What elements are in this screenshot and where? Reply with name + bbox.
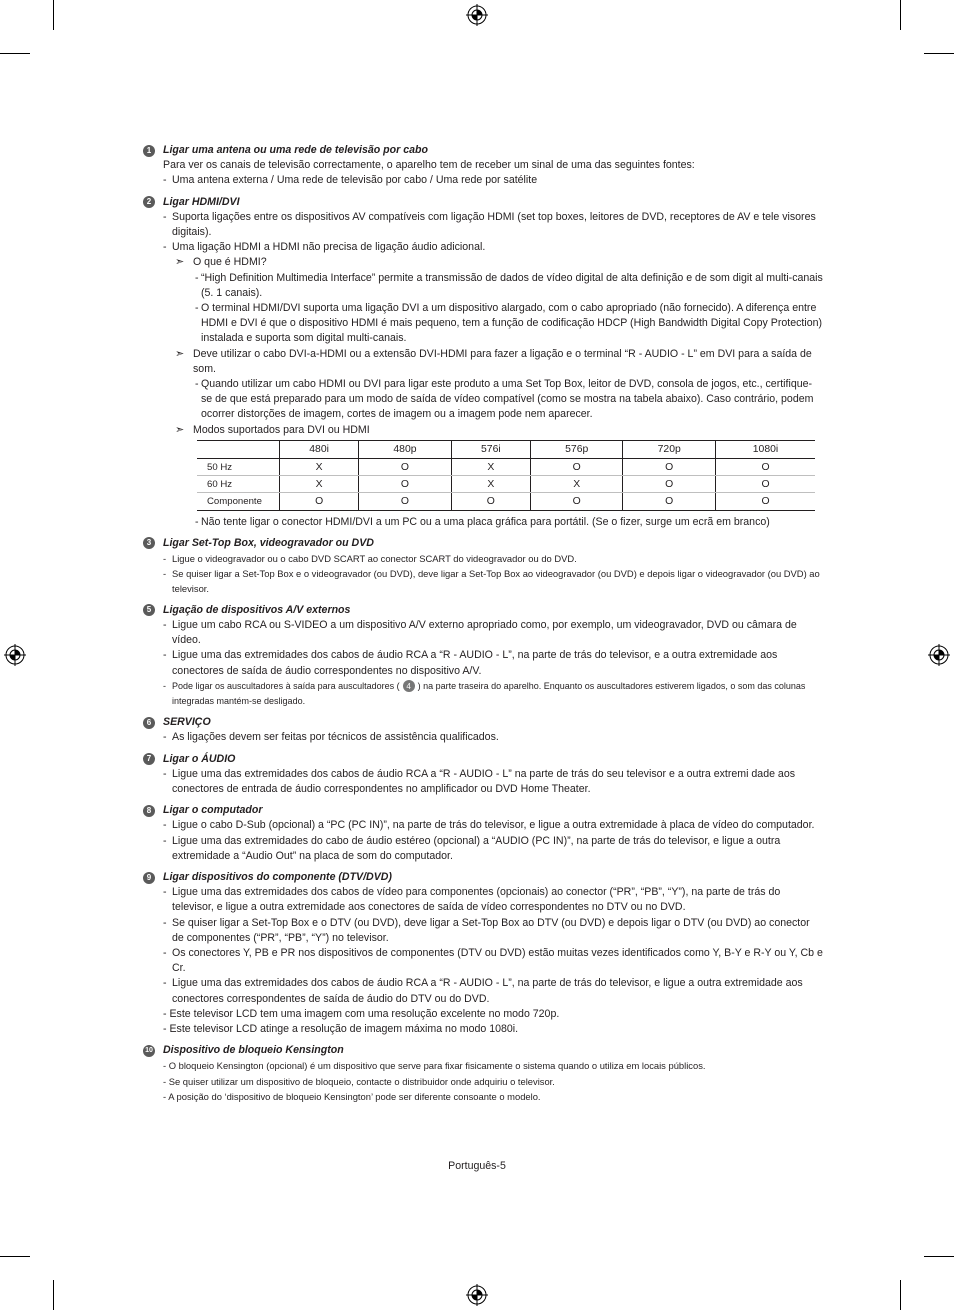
section-number: 1 bbox=[143, 145, 155, 157]
flat-bullet: - O bloqueio Kensington (opcional) é um dispositivo que serve para fixar fisicamente o sistema quando o utiliza em locais públicos. bbox=[163, 1060, 706, 1072]
section-computer bbox=[143, 803, 823, 864]
section-title: Ligação de dispositivos A/V externos bbox=[163, 603, 351, 616]
registration-mark-right-icon bbox=[928, 644, 950, 666]
table-cell: O bbox=[715, 493, 815, 510]
bullet: - Ligue uma das extremidades dos cabos de áudio RCA a “R - AUDIO - L” na parte de trás do seu televisor e a outra extremi dade aos conectores de entrada de áudio correspondentes no amplificador ou DVD Home Theater. bbox=[163, 767, 796, 795]
registration-mark-bottom-icon bbox=[466, 1284, 488, 1306]
sub-bullet: - “High Definition Multimedia Interface” permite a transmissão de dados de vídeo digital de alta definição e de som digit al multi-canais (5. 1 canais). bbox=[195, 271, 823, 299]
table-cell: X bbox=[451, 459, 530, 476]
table-header-cell: 720p bbox=[623, 440, 716, 458]
table-cell: O bbox=[451, 493, 530, 510]
bullet: - Suporta ligações entre os dispositivos AV compatíveis com ligação HDMI (set top boxes, leitores de DVD, receptores de AV e tele visores digitais). bbox=[163, 210, 816, 239]
table-cell: O bbox=[359, 459, 452, 476]
table-cell: O bbox=[359, 493, 452, 510]
bullet: - Ligue uma das extremidades dos cabos de vídeo para componentes (opcionais) ao conector (“PR”, “PB”, “Y”), na parte de trás do televisor, e ligue a outra extremidade aos conectores de saída de vídeo correspondentes no DTV ou no DVD. bbox=[163, 886, 781, 914]
table-header-cell: 480p bbox=[359, 440, 452, 458]
registration-mark-top-icon bbox=[466, 4, 488, 26]
section-title: Ligar Set-Top Box, videogravador ou DVD bbox=[163, 536, 374, 549]
note: ➣ Modos suportados para DVI ou HDMI bbox=[163, 423, 823, 438]
table-header-cell: 480i bbox=[280, 440, 359, 458]
table-header-cell: 576p bbox=[530, 440, 623, 458]
table-header-cell bbox=[197, 440, 280, 458]
section-title: Ligar o ÁUDIO bbox=[163, 752, 236, 765]
table-cell: O bbox=[280, 493, 359, 510]
section-title: SERVIÇO bbox=[163, 716, 211, 729]
table-cell: Componente bbox=[197, 493, 280, 510]
bullet: - Ligue uma das extremidades dos cabos de áudio RCA a “R - AUDIO - L”, na parte de trás do televisor, e ligue a outra extremidade aos conectores correspondentes de saída de áudio do DTV ou do DVD. bbox=[163, 977, 803, 1005]
table-header-row bbox=[197, 440, 815, 458]
table-cell: O bbox=[530, 459, 623, 476]
crop-mark-bl-v bbox=[53, 1280, 54, 1310]
table-cell: O bbox=[623, 459, 716, 476]
section-number: 5 bbox=[143, 604, 155, 616]
note-arrow-icon: ➣ bbox=[175, 256, 185, 269]
sub-bullet: - Não tente ligar o conector HDMI/DVI a um PC ou a uma placa gráfica para portátil. (Se o fizer, surge um ecrã em branco) bbox=[195, 515, 770, 528]
bullet: - Pode ligar os auscultadores à saída para auscultadores ( 4 ) na parte traseira do aparelho. Enquanto os auscultadores estiverem ligados, o som das colunas integradas mantém-se desligado. bbox=[163, 680, 806, 706]
table-row bbox=[197, 476, 815, 493]
section-antenna bbox=[143, 143, 823, 189]
bullet: - As ligações devem ser feitas por técnicos de assistência qualificados. bbox=[163, 731, 499, 744]
sub-bullet: - O terminal HDMI/DVI suporta uma ligação DVI a um dispositivo alargado, com o cabo apropriado (não fornecido). A diferença entre HDMI e DVI é que o dispositivo HDMI é mais pequeno, tem a função de codificação HDCP (High Bandwidth Digital Copy Protection) instalada e suporta som digital multi-canais. bbox=[195, 302, 823, 345]
table-header-cell: 576i bbox=[451, 440, 530, 458]
note: ➣ O que é HDMI? bbox=[163, 255, 823, 270]
section-number: 9 bbox=[143, 872, 155, 884]
section-service bbox=[143, 715, 823, 745]
section-kensington bbox=[143, 1043, 823, 1104]
bullet: - Ligue um cabo RCA ou S-VIDEO a um dispositivo A/V externo apropriado como, por exemplo, um videogravador, DVD ou câmara de vídeo. bbox=[163, 618, 797, 647]
bullet: - Uma ligação HDMI a HDMI não precisa de ligação áudio adicional. bbox=[163, 241, 486, 254]
section-title: Dispositivo de bloqueio Kensington bbox=[163, 1044, 344, 1057]
bullet: - Ligue uma das extremidades dos cabos de áudio RCA a “R - AUDIO - L”, na parte de trás do televisor, e a outra extremidade aos conectores de saída de áudio correspondentes no dispositivo A/V. bbox=[163, 649, 778, 677]
section-audio bbox=[143, 752, 823, 798]
bullet: - Se quiser ligar a Set-Top Box e o videogravador (ou DVD), deve ligar a Set-Top Box ao videogravador (ou DVD) e depois ligar o videogravador (ou DVD) ao televisor. bbox=[163, 568, 820, 595]
section-settopbox bbox=[143, 536, 823, 597]
table-cell: X bbox=[451, 476, 530, 493]
table-cell: O bbox=[623, 476, 716, 493]
crop-mark-bl-h bbox=[0, 1256, 30, 1257]
bullet: - Ligue o videogravador ou o cabo DVD SCART ao conector SCART do videogravador ou do DVD. bbox=[163, 553, 577, 565]
table-cell: O bbox=[715, 476, 815, 493]
crop-mark-br-v bbox=[900, 1280, 901, 1310]
supported-modes-table bbox=[197, 440, 815, 511]
flat-bullet: - Este televisor LCD atinge a resolução de imagem máxima no modo 1080i. bbox=[163, 1022, 519, 1035]
crop-mark-tl-h bbox=[0, 53, 30, 54]
section-title: Ligar HDMI/DVI bbox=[163, 195, 240, 208]
headphone-jack-number-icon: 4 bbox=[403, 680, 415, 692]
section-intro: Para ver os canais de televisão correctamente, o aparelho tem de receber um sinal de uma das seguintes fontes: bbox=[163, 159, 695, 172]
table-cell: X bbox=[280, 476, 359, 493]
note: ➣ Deve utilizar o cabo DVI-a-HDMI ou a extensão DVI-HDMI para fazer a ligação e o terminal “R - AUDIO - L” em DVI para a saída de som. bbox=[163, 347, 823, 377]
section-number: 2 bbox=[143, 196, 155, 208]
page-number: Português-5 bbox=[448, 1160, 506, 1172]
table-cell: X bbox=[530, 476, 623, 493]
crop-mark-tr-v bbox=[900, 0, 901, 30]
bullet: - Ligue uma das extremidades do cabo de áudio estéreo (opcional) a “AUDIO (PC IN)”, na parte de trás do televisor, e ligue a outra extremidade a “Audio Out” na placa de som do computador. bbox=[163, 834, 781, 862]
manual-content bbox=[143, 143, 823, 1104]
bullet: - Os conectores Y, PB e PR nos dispositivos de componentes (DTV ou DVD) estão muitas vezes identificados como Y, B-Y e R-Y ou Y, Cb e Cr. bbox=[163, 946, 823, 975]
table-cell: O bbox=[715, 459, 815, 476]
sub-bullet: - Quando utilizar um cabo HDMI ou DVI para ligar este produto a uma Set Top Box, leitor de DVD, consola de jogos, etc., certifique-se de que está preparado para um modo de saída de vídeo compatível (como se mostra na tabela abaixo). Caso contrário, podem ocorrer distorções de imagem, cortes de imagem ou a imagem pode nem aparecer. bbox=[195, 378, 814, 421]
crop-mark-br-h bbox=[924, 1256, 954, 1257]
section-title: Ligar o computador bbox=[163, 804, 263, 817]
section-hdmi-dvi bbox=[143, 195, 823, 530]
table-cell: O bbox=[623, 493, 716, 510]
section-title: Ligar uma antena ou uma rede de televisão por cabo bbox=[163, 144, 428, 156]
bullet: - Uma antena externa / Uma rede de televisão por cabo / Uma rede por satélite bbox=[163, 174, 538, 187]
flat-bullet: - Este televisor LCD tem uma imagem com uma resolução excelente no modo 720p. bbox=[163, 1007, 560, 1020]
section-number: 8 bbox=[143, 805, 155, 817]
crop-mark-tr-h bbox=[924, 53, 954, 54]
section-number: 3 bbox=[143, 537, 155, 549]
crop-mark-tl-v bbox=[53, 0, 54, 30]
flat-bullet: - Se quiser utilizar um dispositivo de bloqueio, contacte o distribuidor onde adquiriu o televisor. bbox=[163, 1075, 555, 1087]
table-cell: O bbox=[359, 476, 452, 493]
table-header-cell: 1080i bbox=[715, 440, 815, 458]
table-cell: O bbox=[530, 493, 623, 510]
section-av-devices bbox=[143, 603, 823, 709]
section-number: 10 bbox=[143, 1045, 155, 1057]
table-cell: 60 Hz bbox=[197, 476, 280, 493]
table-cell: 50 Hz bbox=[197, 459, 280, 476]
section-number: 7 bbox=[143, 753, 155, 765]
section-number: 6 bbox=[143, 717, 155, 729]
table-cell: X bbox=[280, 459, 359, 476]
section-title: Ligar dispositivos do componente (DTV/DVD) bbox=[163, 870, 392, 883]
bullet: - Se quiser ligar a Set-Top Box e o DTV (ou DVD), deve ligar a Set-Top Box ao DTV (ou DVD) e depois ligar o DTV (ou DVD) ao conector de componentes (“PR”, “PB”, “Y”) no televisor. bbox=[163, 916, 810, 944]
table-row bbox=[197, 493, 815, 510]
flat-bullet: - A posição do ‘dispositivo de bloqueio Kensington’ pode ser diferente consoante o modelo. bbox=[163, 1090, 541, 1102]
note-arrow-icon: ➣ bbox=[175, 423, 185, 436]
bullet: - Ligue o cabo D-Sub (opcional) a “PC (PC IN)”, na parte de trás do televisor, e ligue a outra extremidade à placa de vídeo do computador. bbox=[163, 819, 815, 832]
table-row bbox=[197, 459, 815, 476]
registration-mark-left-icon bbox=[4, 644, 26, 666]
section-component bbox=[143, 870, 823, 1037]
note-arrow-icon: ➣ bbox=[175, 347, 185, 360]
